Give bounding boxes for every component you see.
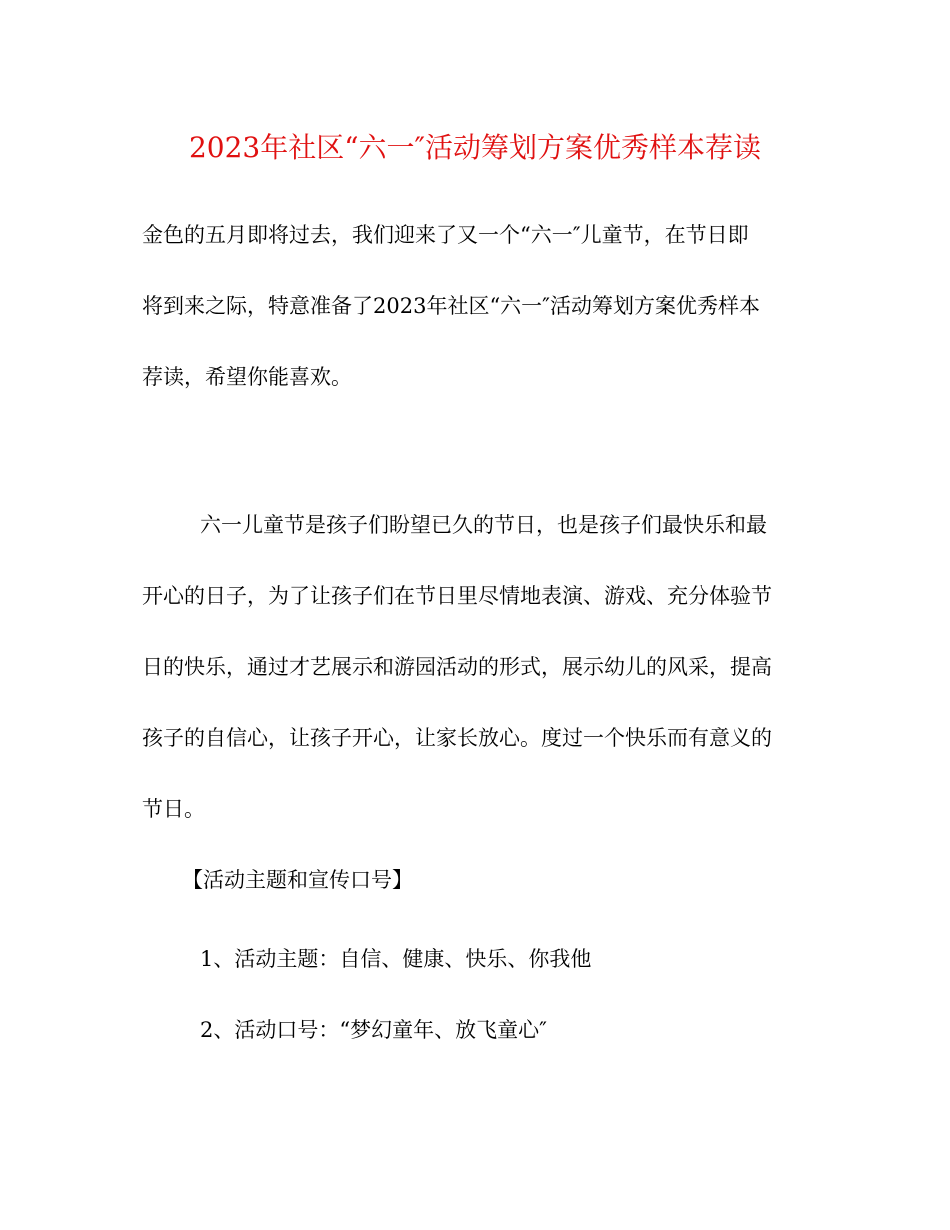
document-title: 2023年社区“六一″活动筹划方案优秀样本荐读: [188, 131, 762, 164]
list-item-theme: 1、活动主题：自信、健康、快乐、你我他: [200, 947, 592, 971]
intro-line-3: 荐读，希望你能喜欢。: [142, 365, 352, 389]
body-line-2: 开心的日子，为了让孩子们在节日里尽情地表演、游戏、充分体验节: [142, 584, 772, 608]
body-line-4: 孩子的自信心，让孩子开心，让家长放心。度过一个快乐而有意义的: [142, 726, 772, 750]
body-line-1: 六一儿童节是孩子们盼望已久的节日，也是孩子们最快乐和最: [200, 513, 767, 537]
body-line-5: 节日。: [142, 797, 205, 821]
body-line-3: 日的快乐，通过才艺展示和游园活动的形式，展示幼儿的风采，提高: [142, 655, 772, 679]
section-heading: 【活动主题和宣传口号】: [182, 868, 413, 892]
intro-line-1: 金色的五月即将过去，我们迎来了又一个“六一″儿童节，在节日即: [142, 223, 749, 247]
list-item-slogan: 2、活动口号：“梦幻童年、放飞童心″: [200, 1018, 547, 1042]
intro-line-2: 将到来之际，特意准备了2023年社区“六一″活动筹划方案优秀样本: [142, 294, 761, 318]
